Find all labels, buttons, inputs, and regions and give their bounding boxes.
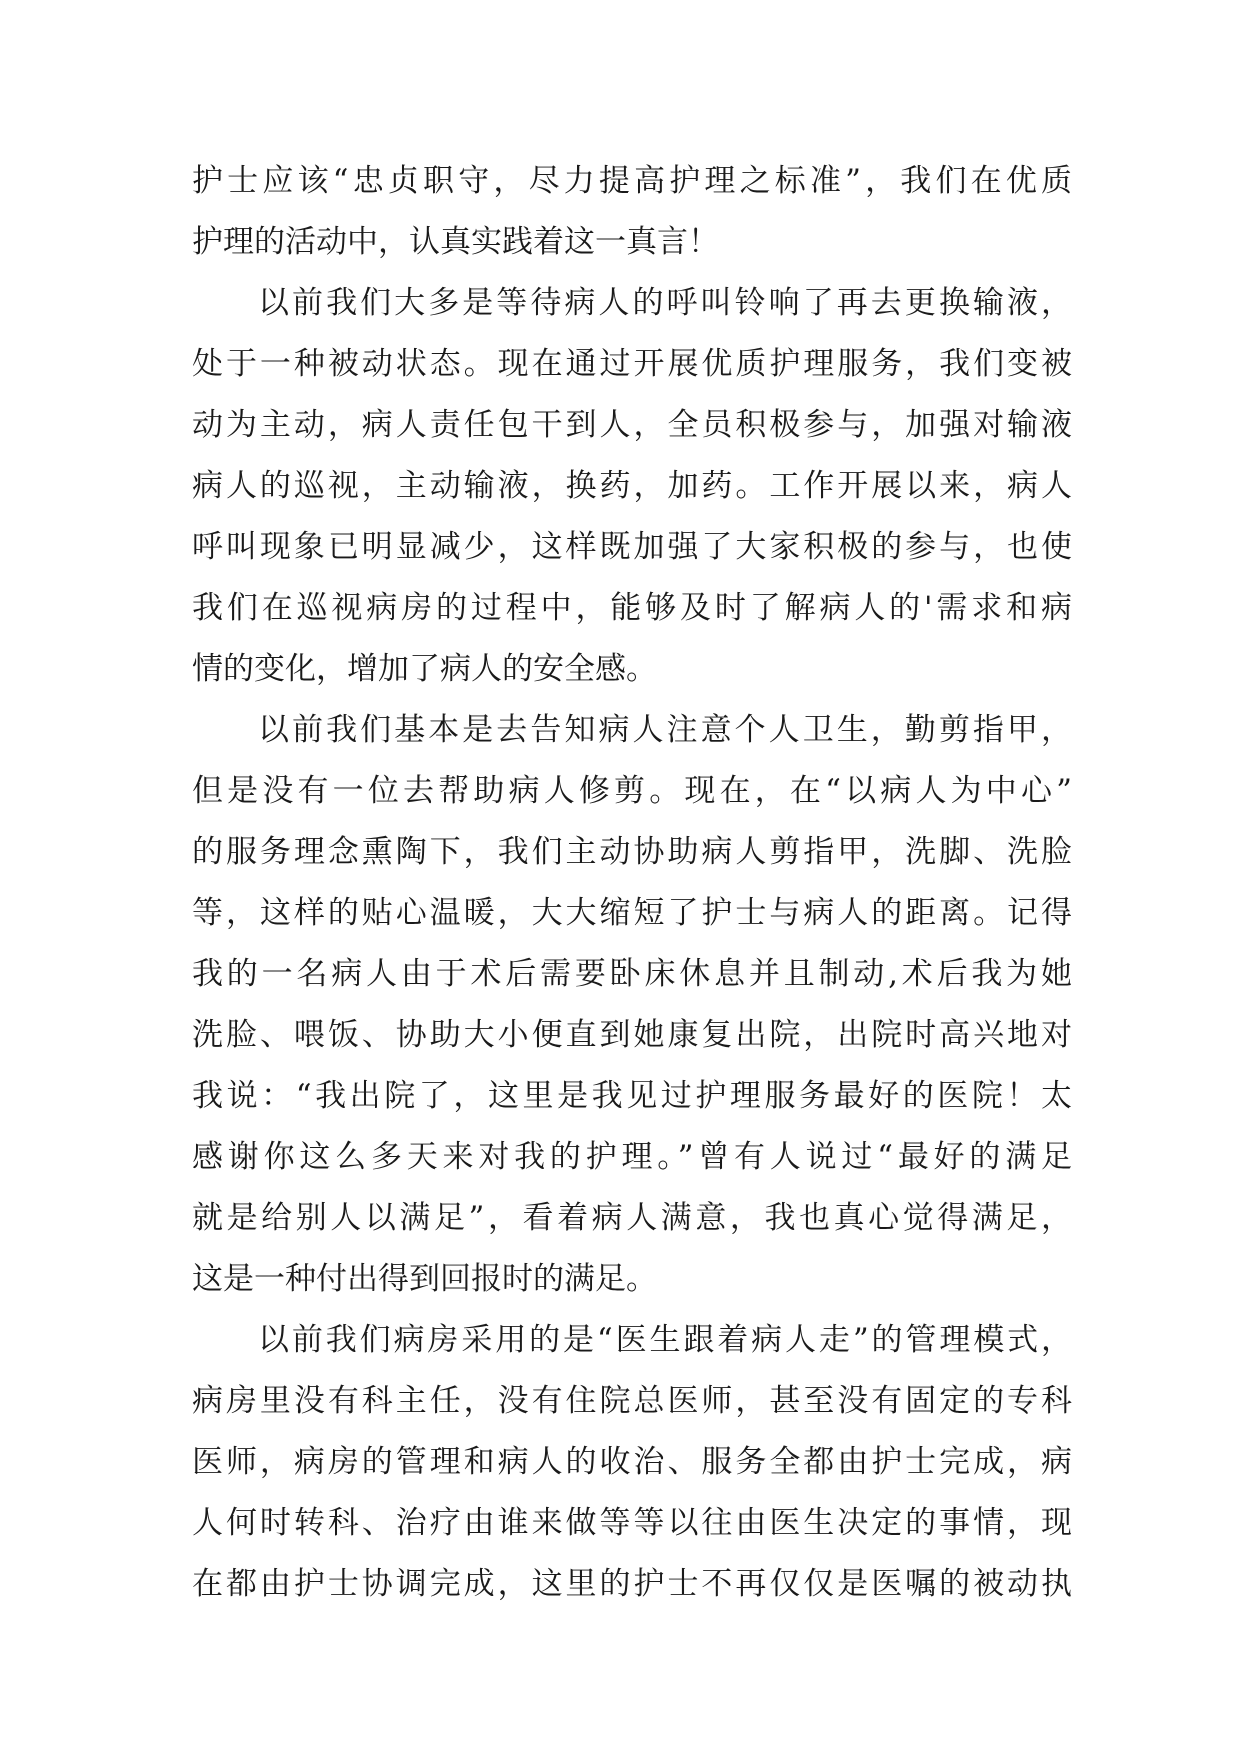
text-line: 我的一名病人由于术后需要卧床休息并且制动,术后我为她 xyxy=(192,956,1072,992)
text-line: 等，这样的贴心温暖，大大缩短了护士与病人的距离。记得 xyxy=(192,895,1072,931)
text-line: 这是一种付出得到回报时的满足。 xyxy=(192,1261,657,1297)
text-line: 呼叫现象已明显减少，这样既加强了大家积极的参与，也使 xyxy=(192,529,1072,565)
text-line: 病房里没有科主任，没有住院总医师，甚至没有固定的专科 xyxy=(192,1383,1072,1419)
text-line: 在都由护士协调完成，这里的护士不再仅仅是医嘱的被动执 xyxy=(192,1566,1072,1602)
text-line: 医师，病房的管理和病人的收治、服务全都由护士完成，病 xyxy=(192,1444,1072,1480)
text-line: 洗脸、喂饭、协助大小便直到她康复出院，出院时高兴地对 xyxy=(192,1017,1072,1053)
body-text xyxy=(192,151,1072,1615)
text-line: 感谢你这么多天来对我的护理。”曾有人说过“最好的满足 xyxy=(192,1139,1072,1175)
text-line: 以前我们大多是等待病人的呼叫铃响了再去更换输液， xyxy=(258,285,1072,321)
text-line: 我说：“我出院了，这里是我见过护理服务最好的医院！太 xyxy=(192,1078,1072,1114)
text-line: 动为主动，病人责任包干到人，全员积极参与，加强对输液 xyxy=(192,407,1072,443)
text-line: 以前我们病房采用的是“医生跟着病人走”的管理模式， xyxy=(258,1322,1072,1358)
text-line: 就是给别人以满足”，看着病人满意，我也真心觉得满足， xyxy=(192,1200,1072,1236)
text-line: 情的变化，增加了病人的安全感。 xyxy=(192,651,657,687)
text-line: 但是没有一位去帮助病人修剪。现在，在“以病人为中心” xyxy=(192,773,1072,809)
text-line: 护理的活动中，认真实践着这一真言！ xyxy=(192,224,719,260)
text-line: 人何时转科、治疗由谁来做等等以往由医生决定的事情，现 xyxy=(192,1505,1072,1541)
text-line: 处于一种被动状态。现在通过开展优质护理服务，我们变被 xyxy=(192,346,1072,382)
text-line: 以前我们基本是去告知病人注意个人卫生，勤剪指甲， xyxy=(258,712,1072,748)
text-line: 的服务理念熏陶下，我们主动协助病人剪指甲，洗脚、洗脸 xyxy=(192,834,1072,870)
text-line: 病人的巡视，主动输液，换药，加药。工作开展以来，病人 xyxy=(192,468,1072,504)
text-line: 护士应该“忠贞职守，尽力提高护理之标准”，我们在优质 xyxy=(192,163,1072,199)
text-line: 我们在巡视病房的过程中，能够及时了解病人的'需求和病 xyxy=(192,590,1072,626)
